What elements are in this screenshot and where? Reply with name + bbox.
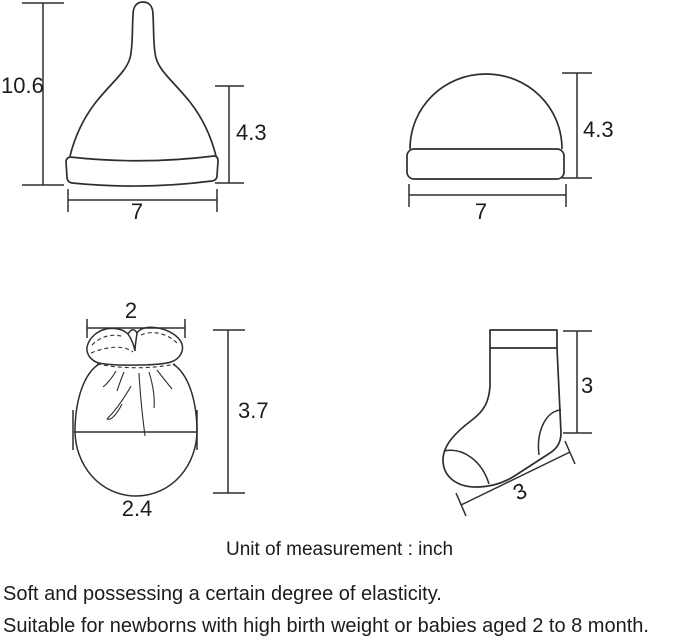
mitten-dimension-lines [87,319,245,493]
pointed-hat-crown-height-label: 4.3 [236,120,267,145]
elasticity-note: Soft and possessing a certain degree of elasticity. [3,583,442,605]
beanie-dimension-lines [409,73,592,207]
beanie-illustration [407,74,564,179]
beanie-height-label: 4.3 [583,117,614,142]
sock-leg-height-label: 3 [581,373,594,398]
mitten-palm-width-label: 2.4 [121,496,153,521]
suitability-note: Suitable for newborns with high birth weight or babies aged 2 to 8 month. [3,615,649,637]
beanie-width-label: 7 [474,199,488,224]
pointed-hat-total-height-label: 10.6 [1,73,44,98]
sock-foot-length-label: 3 [509,477,531,506]
pointed-hat-illustration [66,2,218,186]
mitten-illustration [73,327,197,496]
unit-of-measurement-note: Unit of measurement : inch [225,539,454,560]
mitten-opening-width-label: 2 [124,298,138,323]
sock-illustration [443,330,561,487]
mitten-height-label: 3.7 [238,398,269,423]
pointed-hat-width-label: 7 [130,199,144,224]
